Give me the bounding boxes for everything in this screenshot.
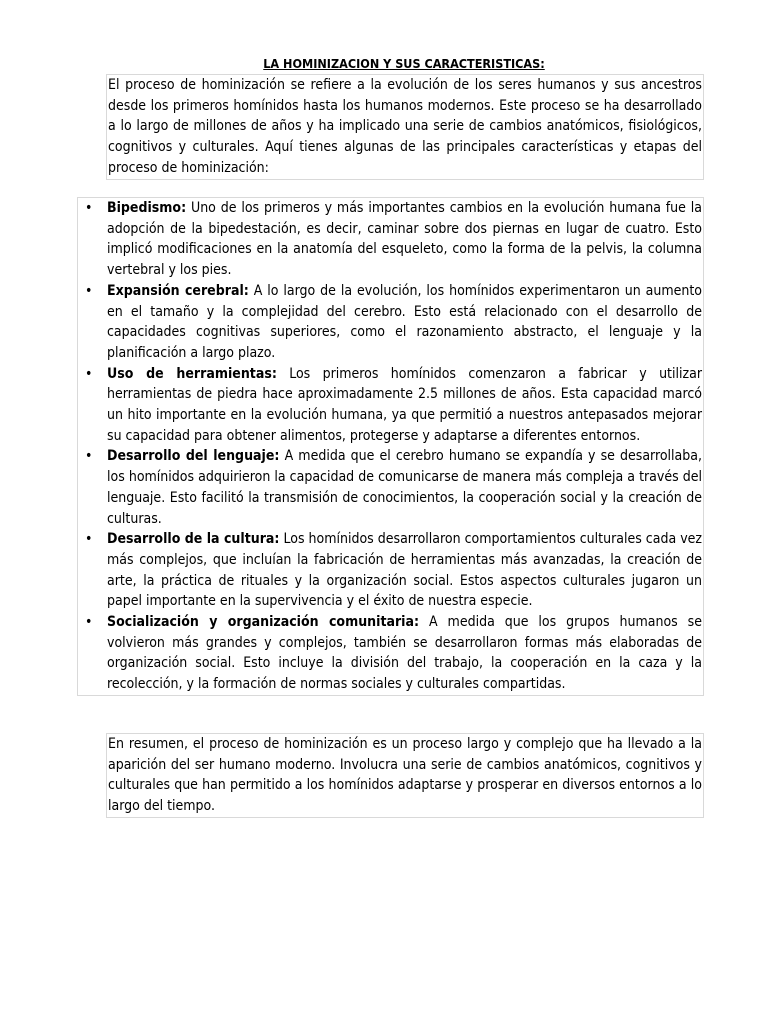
- list-item-uso-herramientas: [85, 364, 702, 447]
- summary-paragraph: En resumen, el proceso de hominización es un proceso largo y complejo que ha llevado a la aparición del ser humano moderno. Involucra una serie de cambios anatómicos, cognitivos y culturales que han permitido a los homínidos adaptarse y prosperar en diversos entornos a lo largo del tiempo.: [106, 733, 704, 818]
- list-item-expansion-cerebral: [85, 281, 702, 364]
- item-text: Uno de los primeros y más importantes cambios en la evolución humana fue la adopción de la bipedestación, es decir, caminar sobre dos piernas en lugar de cuatro. Esto implicó modificaciones en la anatomía del esqueleto, como la forma de la pelvis, la columna vertebral y los pies.: [107, 200, 702, 279]
- item-text: A lo largo de la evolución, los homínidos experimentaron un aumento en el tamaño y la complejidad del cerebro. Esto está relacionado con el desarrollo de capacidades cognitivas superiores, como el razonamiento abstracto, el lenguaje y la planificación a largo plazo.: [107, 282, 702, 361]
- bullet-icon: •: [85, 365, 93, 382]
- bullet-icon: •: [85, 200, 93, 216]
- item-text: Los primeros homínidos comenzaron a fabricar y utilizar herramientas de piedra hace aproximadamente 2.5 millones de años. Esta capacidad marcó un hito importante en la evolución humana, ya que permitió a nuestros antepasados mejorar su capacidad para obtener alimentos, protegerse y adaptarse a diferentes entornos.: [107, 365, 702, 444]
- item-text: A medida que los grupos humanos se volvieron más grandes y complejos, también se desarrollaron formas más elaboradas de organización social. Esto incluye la división del trabajo, la cooperación en la caza y la recolección, y la formación de normas sociales y culturales compartidas.: [107, 614, 702, 693]
- intro-paragraph: El proceso de hominización se refiere a la evolución de los seres humanos y sus ancestros desde los primeros homínidos hasta los humanos modernos. Este proceso se ha desarrollado a lo largo de millones de años y ha implicado una serie de cambios anatómicos, fisiológicos, cognitivos y culturales. Aquí tienes algunas de las principales características y etapas del proceso de hominización:: [106, 74, 704, 180]
- characteristics-list: [85, 198, 703, 695]
- item-text: A medida que el cerebro humano se expandía y se desarrollaba, los homínidos adquirieron la capacidad de comunicarse de manera más compleja a través del lenguaje. Esto facilitó la transmisión de conocimientos, la cooperación social y la creación de culturas.: [107, 448, 702, 527]
- item-term: Desarrollo del lenguaje:: [107, 448, 280, 465]
- item-term: Socialización y organización comunitaria:: [107, 614, 420, 631]
- bullet-icon: •: [85, 448, 93, 465]
- list-item-desarrollo-cultura: [85, 529, 703, 612]
- item-term: Expansión cerebral:: [107, 282, 249, 299]
- list-item-desarrollo-lenguaje: [85, 446, 702, 529]
- list-item-bipedismo: [85, 198, 702, 281]
- bullet-icon: •: [85, 531, 93, 548]
- list-item-socializacion: [85, 612, 702, 695]
- characteristics-list-box: [77, 197, 704, 696]
- item-term: Uso de herramientas:: [107, 365, 277, 382]
- item-term: Desarrollo de la cultura:: [107, 531, 280, 548]
- bullet-icon: •: [85, 614, 93, 631]
- bullet-icon: •: [85, 282, 93, 299]
- item-term: Bipedismo:: [107, 200, 187, 216]
- document-title: LA HOMINIZACION Y SUS CARACTERISTICAS:: [263, 56, 545, 71]
- item-text: Los homínidos desarrollaron comportamientos culturales cada vez más complejos, que incluían la fabricación de herramientas más avanzadas, la creación de arte, la práctica de rituales y la organización social. Estos aspectos culturales jugaron un papel importante en la supervivencia y el éxito de nuestra especie.: [107, 531, 703, 610]
